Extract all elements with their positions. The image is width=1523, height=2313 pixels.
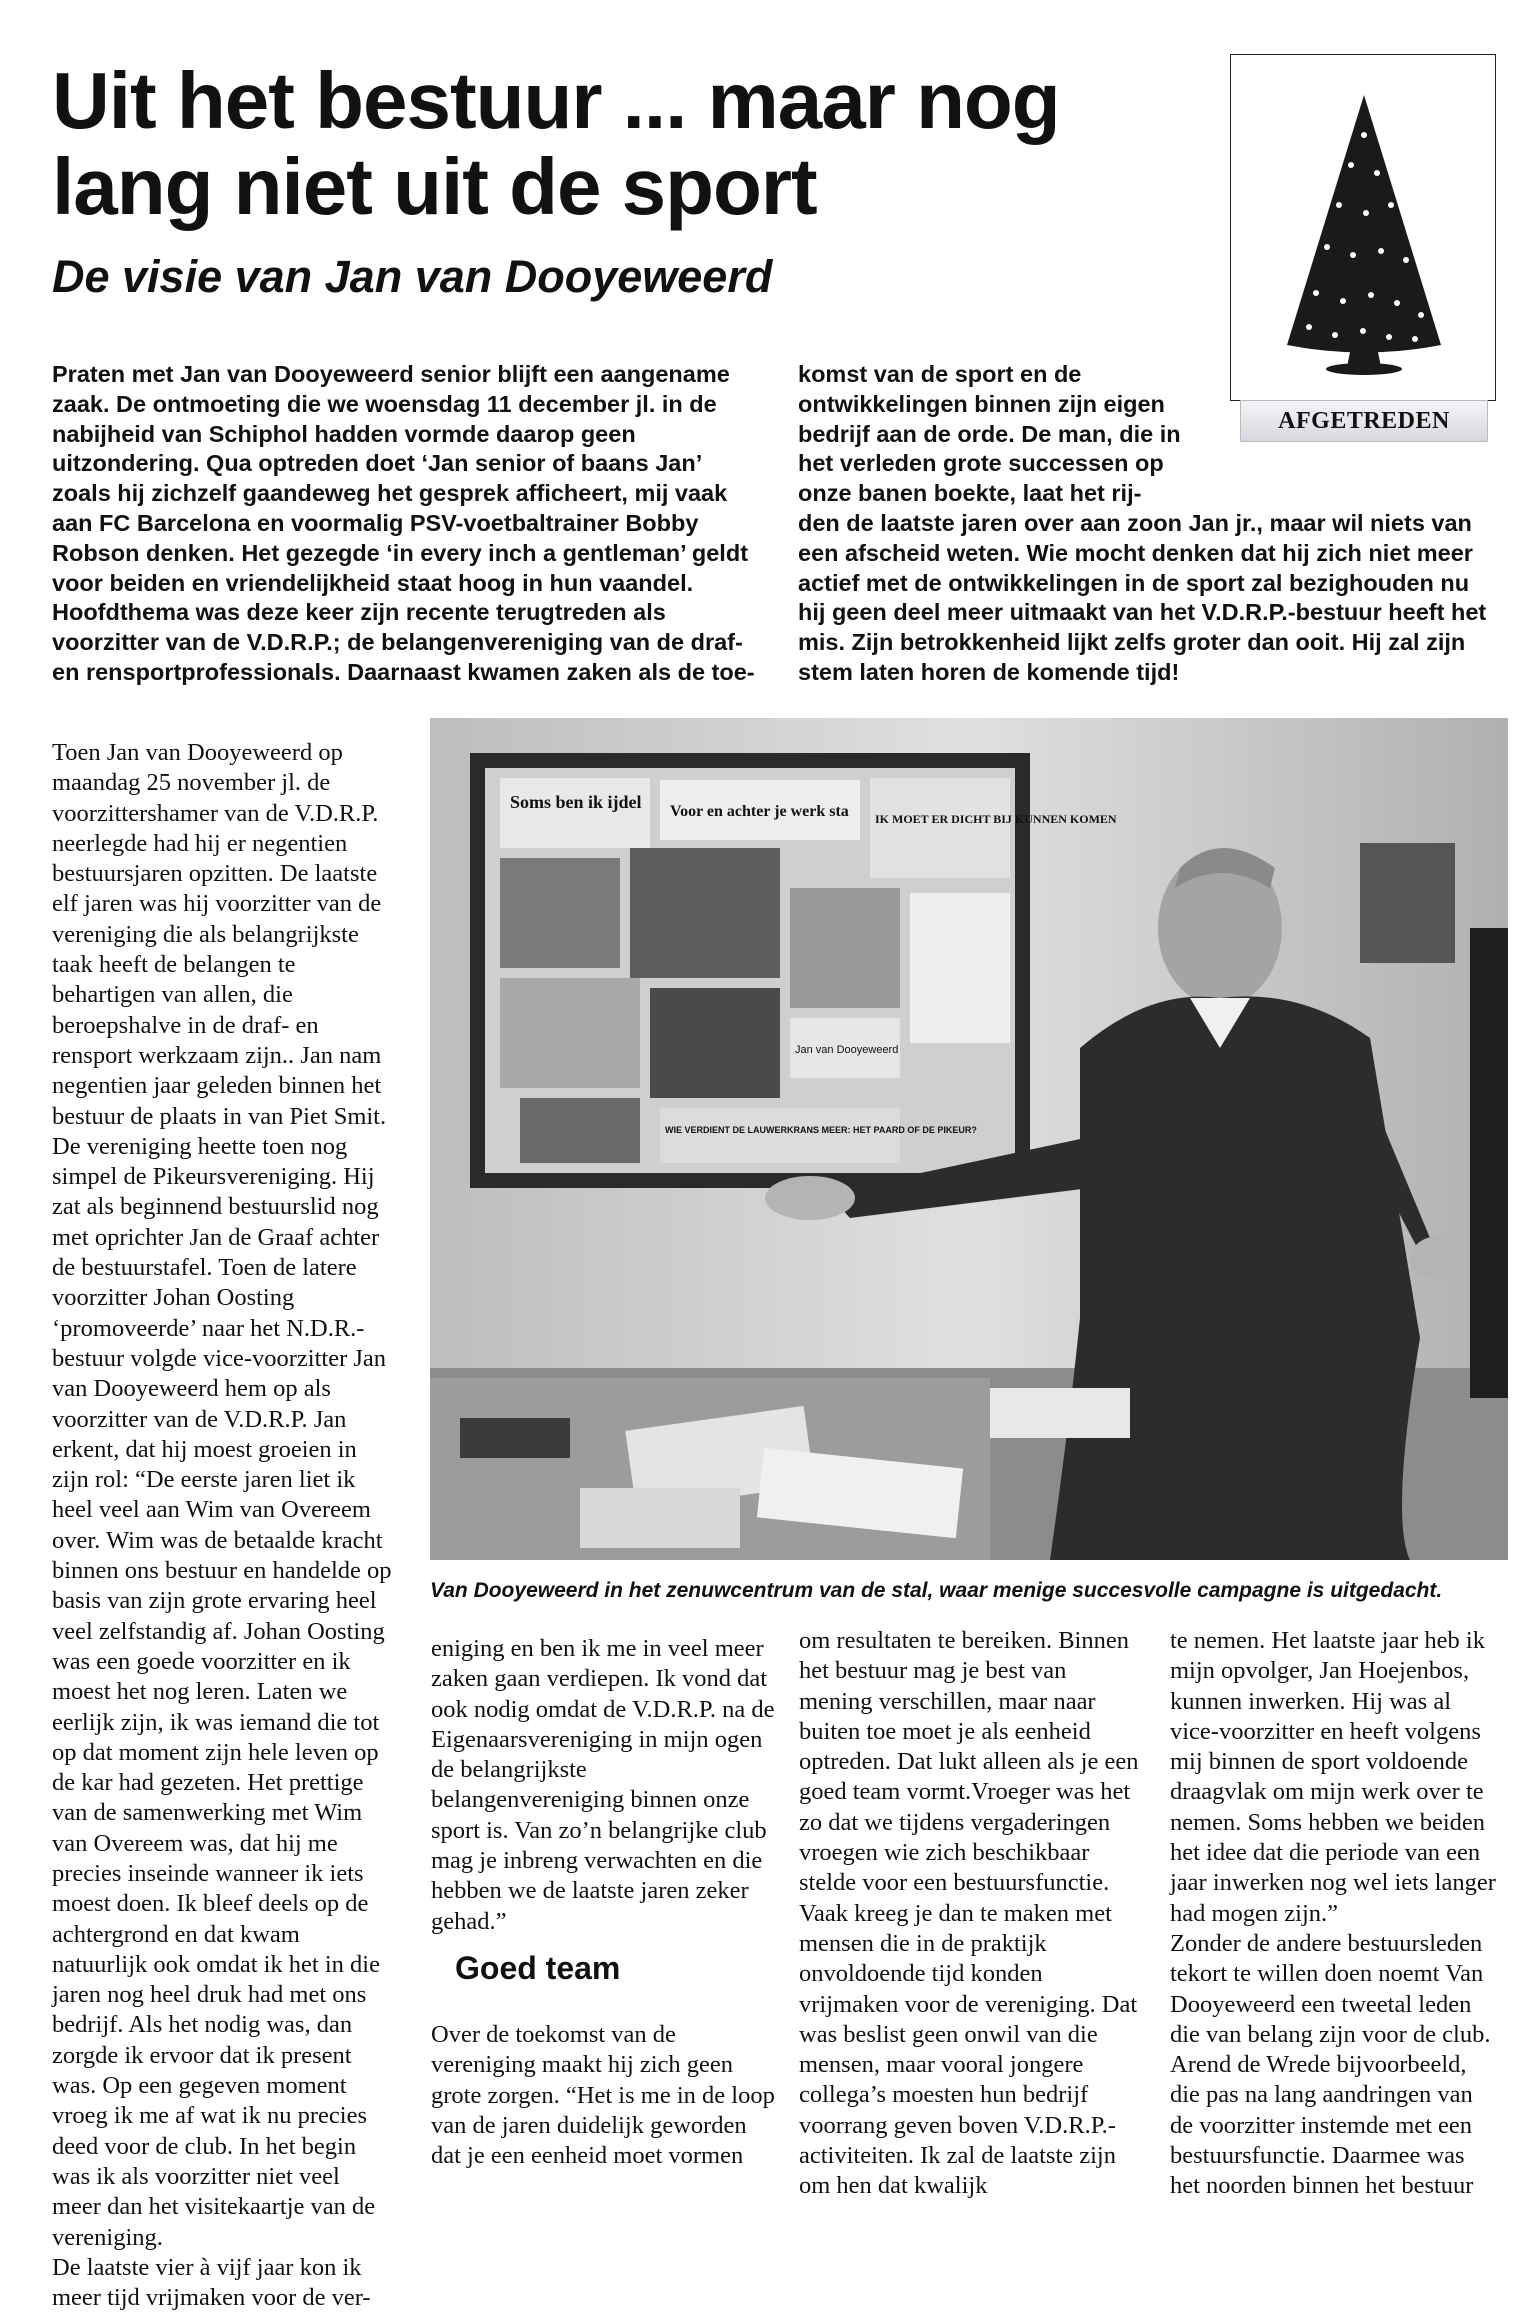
- clipping-headline: Jan van Dooyeweerd: [795, 1044, 899, 1056]
- body-column-4: [1170, 1626, 1500, 2202]
- intro-left: [52, 360, 762, 688]
- cabinet: [1470, 928, 1508, 1398]
- body-paragraph: Zonder de andere bestuursleden tekort te willen doen noemt Van Dooyeweerd een tweetal leden die van belang zijn voor de club. Arend de Wrede bijvoorbeeld, die pas na lang aandringen van de voorzitter instemde met een bestuursfunctie. Daarmee was het noorden binnen het bestuur: [1170, 1929, 1491, 2200]
- christmas-tree-icon: [1231, 55, 1497, 402]
- intro-paragraph: Praten met Jan van Dooyeweerd senior blijft een aangename zaak. De ontmoeting die we woensdag 11 december jl. in de nabijheid van Schiphol hadden vormde daarop geen uitzondering. Qua optreden doet ‘Jan senior of baans Jan’ zoals hij zichzelf gaandeweg het gesprek afficheert, mij vaak aan FC Barcelona en voormalig PSV-voetbaltrainer Bobby Robson denken. Het gezegde ‘in every inch a gentleman’ geldt voor beiden en vriendelijkheid staat hoog in hun vaandel.: [52, 361, 749, 596]
- body-paragraph: Toen Jan van Dooyeweerd op maandag 25 november jl. de voorzittershamer van de V.D.R.P. neerlegde had hij er negentien bestuursjaren opzitten. De laatste elf jaren was hij voorzitter van de vereniging die als belangrijkste taak heeft de belangen te behartigen van allen, die beroepshalve in de draf- en rensport werkzaam zijn.. Jan nam negentien jaar geleden binnen het bestuur de plaats in van Piet Smit. De vereniging heette toen nog simpel de Pikeursvereniging. Hij zat als beginnend bestuurslid nog met oprichter Jan de Graaf achter de bestuurstafel. Toen de latere voorzitter Johan Oosting ‘promoveerde’ naar het N.D.R.-bestuur volgde vice-voorzitter Jan van Dooyeweerd hem op als voorzitter van de V.D.R.P. Jan erkent, dat hij moest groeien in zijn rol: “De eerste jaren liet ik heel veel aan Wim van Overeem over. Wim was de betaalde kracht binnen ons bestuur en handelde op basis van zijn grote ervaring heel veel zelfstandig af. Johan Oosting was een goede voorzitter en ik moest het nog leren. Laten we eerlijk zijn, ik was iemand die tot op dat moment zijn hele leven op de kar had gezeten. Het prettige van de samenwerking met Wim van Overeem was, dat hij me precies inseinde wanneer ik iets moest doen. Ik bleef deels op de achtergrond en dat kwam natuurlijk ook omdat ik het in die jaren nog heel druk had met ons bedrijf. Als het nodig was, dan zorgde ik ervoor dat ik present was. Op een gegeven moment vroeg ik me af wat ik nu precies deed voor de club. In het begin was ik als voorzitter niet veel meer dan het visitekaartje van de vereniging.: [52, 739, 392, 2251]
- body-column-3: [799, 1626, 1144, 2202]
- body-column-2: [431, 1634, 776, 1937]
- body-paragraph: te nemen. Het laatste jaar heb ik mijn opvolger, Jan Hoejenbos, kunnen inwerken. Hij was al vice-voorzitter en heeft volgens mij binnen de sport voldoende draagvlak om mijn werk over te nemen. Soms hebben we beiden het idee dat die periode van een jaar inwerken nog wel iets langer had mogen zijn.”: [1170, 1627, 1496, 1927]
- body-paragraph: Over de toekomst van de vereniging maakt hij zich geen grote zorgen. “Het is me in de loop van de jaren duidelijk geworden dat je een eenheid moet vormen: [431, 2021, 775, 2170]
- body-column-2-continued: [431, 2020, 776, 2171]
- body-paragraph: eniging en ben ik me in veel meer zaken gaan verdiepen. Ik vond dat ook nodig omdat de V.D.R.P. na de Eigenaarsvereniging in mijn ogen de belangrijkste belangenvereniging binnen onze sport is. Van zo’n belangrijke club mag je inbreng verwachten en die hebben we de laatste jaren zeker gehad.”: [431, 1635, 775, 1935]
- body-paragraph: De laatste vier à vijf jaar kon ik meer tijd vrijmaken voor de ver-: [52, 2253, 371, 2312]
- clipping-headline: IK MOET ER DICHT BIJ KUNNEN KOMEN: [875, 812, 1117, 826]
- intro-paragraph: den de laatste jaren over aan zoon Jan jr., maar wil niets van een afscheid weten. Wie mocht denken dat hij zich niet meer actief met de ontwikkelingen in de sport zal bezighouden nu hij geen deel meer uitmaakt van het V.D.R.P.-bestuur heeft het mis. Zijn betrokkenheid lijkt zelfs groter dan ooit. Hij zal zijn stem laten horen de komende tijd!: [798, 509, 1487, 685]
- intro-right: [798, 360, 1498, 688]
- clipping-headline: Soms ben ik ijdel: [510, 792, 642, 812]
- article-subtitle: De visie van Jan van Dooyeweerd: [52, 251, 773, 302]
- section-heading: Goed team: [455, 1950, 621, 1986]
- wall-picture: [1360, 843, 1455, 963]
- status-badge: AFGETREDEN: [1240, 400, 1488, 442]
- photo-caption: Van Dooyeweerd in het zenuwcentrum van de stal, waar menige succesvolle campagne is uitgedacht.: [430, 1579, 1443, 1602]
- clipping-headline: WIE VERDIENT DE LAUWERKRANS MEER: HET PAARD OF DE PIKEUR?: [665, 1125, 977, 1135]
- intro-paragraph: komst van de sport en de ontwikkelingen binnen zijn eigen bedrijf aan de orde. De man, die in het verleden grote successen op onze banen boekte, laat het rij-: [798, 361, 1181, 507]
- body-paragraph: om resultaten te bereiken. Binnen het bestuur mag je best van mening verschillen, maar naar buiten toe moet je als eenheid optreden. Dat lukt alleen als je een goed team vormt.Vroeger was het zo dat we tijdens vergaderingen vroegen wie zich beschikbaar stelde voor een bestuursfunctie. Vaak kreeg je dan te maken met mensen die in de praktijk onvoldoende tijd konden vrijmaken voor de vereniging. Dat was beslist geen onwil van die mensen, maar vooral jongere collega’s moesten hun bedrijf voorrang geven boven V.D.R.P.-activiteiten. Ik zal de laatste zijn om hen dat kwalijk: [799, 1627, 1139, 2200]
- intro-paragraph: Hoofdthema was deze keer zijn recente terugtreden als voorzitter van de V.D.R.P.; de belangenvereniging van de draf- en rensportprofessionals. Daarnaast kwamen zaken als de toe-: [52, 599, 755, 685]
- clipping-headline: Voor en achter je werk sta: [670, 803, 849, 820]
- article-photo: [430, 718, 1508, 1560]
- body-column-1: [52, 738, 392, 2313]
- article-title: Uit het bestuur ... maar nog lang niet uit de sport: [52, 56, 1060, 231]
- christmas-tree-box: [1230, 54, 1496, 401]
